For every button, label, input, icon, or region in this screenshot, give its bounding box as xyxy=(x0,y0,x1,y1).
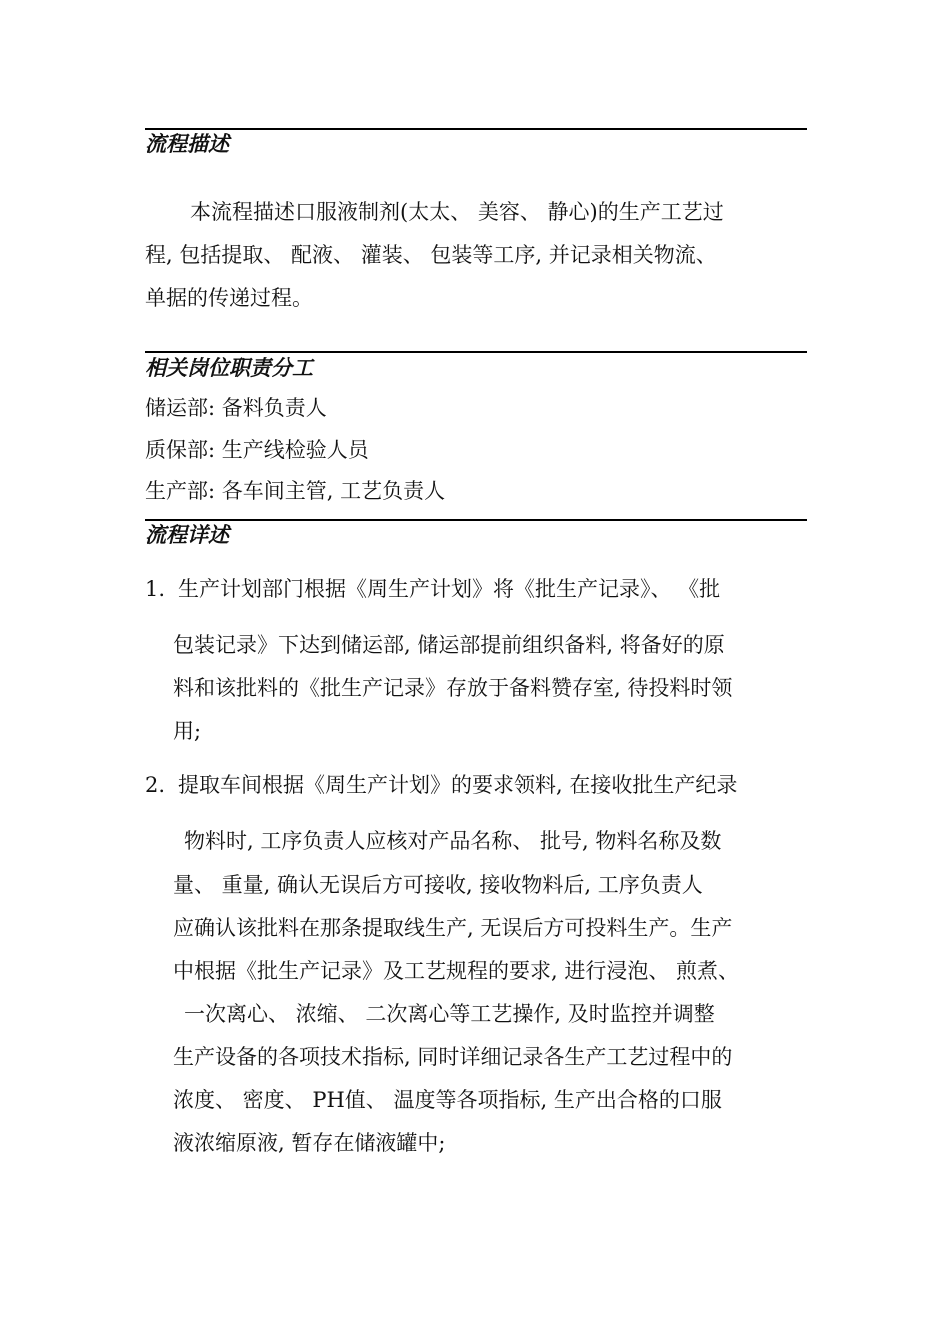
list-item-1-line-3: 料和该批料的《批生产记录》存放于备料赞存室, 待投料时领 xyxy=(173,676,733,700)
list-item-1-number: 1. xyxy=(145,577,166,601)
description-line-1: 本流程描述口服液制剂(太太、 美容、 静心)的生产工艺过 xyxy=(190,200,724,224)
list-item-1-line-2: 包装记录》下达到储运部, 储运部提前组织备料, 将备好的原 xyxy=(173,633,725,657)
list-item-2-line-9: 液浓缩原液, 暂存在储液罐中; xyxy=(173,1131,446,1155)
role-line-storage: 储运部: 备料负责人 xyxy=(145,396,327,420)
section-rule-details xyxy=(145,519,807,521)
section-heading-roles: 相关岗位职责分工 xyxy=(145,355,313,380)
section-rule-description xyxy=(145,128,807,130)
section-rule-roles xyxy=(145,351,807,353)
list-item-2-line-4: 应确认该批料在那条提取线生产, 无误后方可投料生产。生产 xyxy=(173,916,733,940)
description-line-2: 程, 包括提取、 配液、 灌装、 包装等工序, 并记录相关物流、 xyxy=(145,243,717,267)
list-item-2-line-5: 中根据《批生产记录》及工艺规程的要求, 进行浸泡、 煎煮、 xyxy=(173,959,740,983)
description-line-3: 单据的传递过程。 xyxy=(145,286,313,310)
role-line-quality: 质保部: 生产线检验人员 xyxy=(145,438,369,462)
list-item-2-line-3: 量、 重量, 确认无误后方可接收, 接收物料后, 工序负责人 xyxy=(173,873,703,897)
list-item-2-line-1: 提取车间根据《周生产计划》的要求领料, 在接收批生产纪录 xyxy=(178,773,738,797)
list-item-1-line-1: 生产计划部门根据《周生产计划》将《批生产记录》、 《批 xyxy=(178,577,721,601)
list-item-2-line-8: 浓度、 密度、 PH值、 温度等各项指标, 生产出合格的口服 xyxy=(173,1088,722,1112)
list-item-1-line-4: 用; xyxy=(173,719,202,743)
section-heading-details: 流程详述 xyxy=(145,522,229,547)
role-line-production: 生产部: 各车间主管, 工艺负责人 xyxy=(145,479,446,503)
section-heading-description: 流程描述 xyxy=(145,131,229,156)
list-item-2-line-6: 一次离心、 浓缩、 二次离心等工艺操作, 及时监控并调整 xyxy=(184,1002,715,1026)
list-item-2-line-2: 物料时, 工序负责人应核对产品名称、 批号, 物料名称及数 xyxy=(184,829,722,853)
list-item-2-line-7: 生产设备的各项技术指标, 同时详细记录各生产工艺过程中的 xyxy=(173,1045,733,1069)
list-item-2-number: 2. xyxy=(145,773,166,797)
